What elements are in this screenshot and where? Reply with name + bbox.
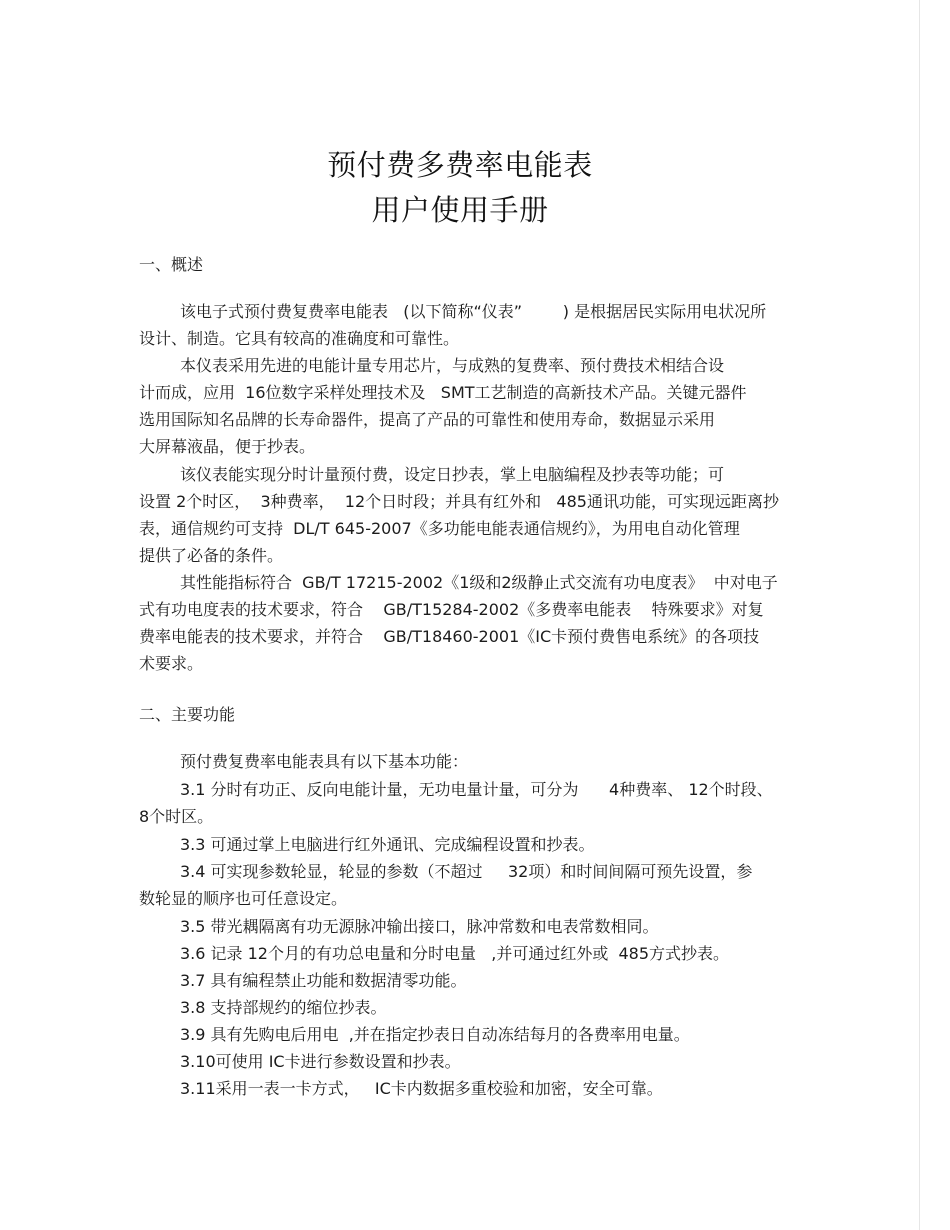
paragraph-line: 其性能指标符合 GB/T 17215-2002《1级和2级静止式交流有功电度表》 中对电子 [180,573,778,592]
feature-item: 3.4 可实现参数轮显，轮显的参数（不超过 32项）和时间间隔可预先设置，参 [180,862,753,881]
feature-item: 3.5 带光耦隔离有功无源脉冲输出接口，脉冲常数和电表常数相同。 [180,917,659,936]
paragraph-line: 费率电能表的技术要求，并符合 GB/T18460-2001《IC卡预付费售电系统》的各项技 [139,627,760,646]
feature-item: 3.11采用一表一卡方式， IC卡内数据多重校验和加密，安全可靠。 [180,1079,663,1098]
paragraph-line: 术要求。 [139,654,204,673]
document-title-line-2: 用户使用手册 [371,193,549,227]
paragraph-line: 大屏幕液晶，便于抄表。 [139,437,316,456]
feature-item-continuation: 8个时区。 [139,807,214,826]
paragraph-line: 表，通信规约可支持 DL/T 645-2007《多功能电能表通信规约》，为用电自动化管理 [139,519,740,538]
paragraph-line: 设置 2个时区， 3种费率， 12个日时段；并具有红外和 485通讯功能，可实现远距离抄 [139,492,779,511]
paragraph-line: 本仪表采用先进的电能计量专用芯片，与成熟的复费率、预付费技术相结合设 [180,356,725,375]
paragraph-line: 式有功电度表的技术要求，符合 GB/T15284-2002《多费率电能表 特殊要求》对复 [139,600,764,619]
section-heading-overview: 一、概述 [139,255,204,274]
feature-item: 3.6 记录 12个月的有功总电量和分时电量 ,并可通过红外或 485方式抄表。 [180,944,730,963]
feature-item: 3.9 具有先购电后用电 ,并在指定抄表日自动冻结每月的各费率用电量。 [180,1025,690,1044]
feature-item: 3.10可使用 IC卡进行参数设置和抄表。 [180,1052,461,1071]
paragraph-line: 选用国际知名品牌的长寿命器件，提高了产品的可靠性和使用寿命，数据显示采用 [139,410,716,429]
feature-item: 3.3 可通过掌上电脑进行红外通讯、完成编程设置和抄表。 [180,835,595,854]
paragraph-line: 设计、制造。它具有较高的准确度和可靠性。 [139,329,460,348]
feature-item: 3.7 具有编程禁止功能和数据清零功能。 [180,971,467,990]
paragraph-line: 计而成，应用 16位数字采样处理技术及 SMT工艺制造的高新技术产品。关键元器件 [139,383,747,402]
feature-item: 3.8 支持部规约的缩位抄表。 [180,998,387,1017]
paragraph-line: 预付费复费率电能表具有以下基本功能： [180,752,469,771]
paragraph-line: 提供了必备的条件。 [139,546,284,565]
paragraph-line: 该电子式预付费复费率电能表 (以下简称“仪表” ) 是根据居民实际用电状况所 [180,302,767,321]
paragraph-line: 该仪表能实现分时计量预付费，设定日抄表，掌上电脑编程及抄表等功能；可 [180,465,725,484]
document-title-line-1: 预付费多费率电能表 [327,148,593,182]
section-heading-main-functions: 二、主要功能 [139,705,236,724]
feature-item: 3.1 分时有功正、反向电能计量，无功电量计量，可分为 4种费率、 12个时段、 [180,780,773,799]
feature-item-continuation: 数轮显的顺序也可任意设定。 [139,889,348,908]
